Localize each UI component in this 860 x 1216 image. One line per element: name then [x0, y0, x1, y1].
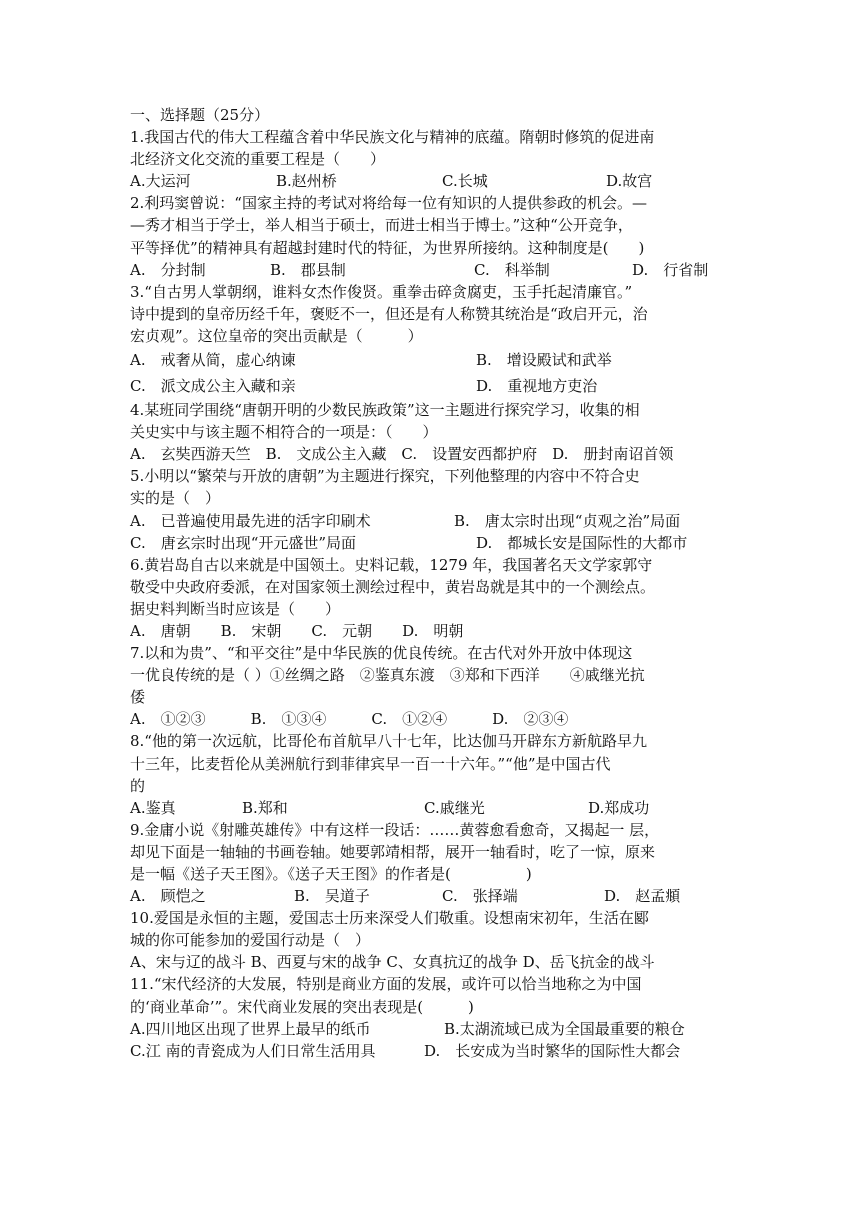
- question-text: 9.金庸小说《射雕英雄传》中有这样一段话：……黄蓉愈看愈奇，又揭起一 层，: [130, 820, 660, 839]
- option-row: A. 玄奘西游天竺 B. 文成公主入藏 C. 设置安西都护府 D. 册封南诏首领: [130, 445, 674, 464]
- option-row: [130, 1040, 730, 1062]
- question-text: 诗中提到的皇帝历经千年，褒贬不一，但还是有人称赞其统治是“政启开元，治: [130, 304, 648, 323]
- question-text: 的‘商业革命’”。宋代商业发展的突出表现是( ): [130, 997, 474, 1016]
- question-text: 敬受中央政府委派，在对国家领土测绘过程中，黄岩岛就是其中的一个测绘点。: [130, 577, 656, 596]
- question-text: 5.小明以“繁荣与开放的唐朝”为主题进行探究，下列他整理的内容中不符合史: [130, 467, 640, 486]
- question-text: 2.利玛窦曾说：“国家主持的考试对将给每一位有知识的人提供参政的机会。—: [130, 194, 647, 213]
- option-row: [130, 170, 730, 192]
- question-4: [130, 399, 730, 465]
- option-b: B. 唐太宗时出现“贞观之治”局面: [454, 511, 681, 530]
- question-7: [130, 642, 730, 730]
- option-a: A. 已普遍使用最先进的活字印刷术: [130, 511, 371, 530]
- option-c: C.长城: [442, 172, 488, 191]
- option-a: A. 分封制: [130, 260, 206, 279]
- option-d: D.故宫: [606, 172, 653, 191]
- question-text: 十三年，比麦哲伦从美洲航行到菲律宾早一百一十六年。”“他”是中国古代: [130, 754, 611, 773]
- option-c: C. 派文成公主入藏和亲: [130, 377, 296, 396]
- option-row: [130, 347, 730, 373]
- option-a: A. 戒奢从简，虚心纳谏: [130, 351, 296, 370]
- option-a: A.鉴真: [130, 798, 176, 817]
- question-text: 关史实中与该主题不相符合的一项是：（ ）: [130, 423, 438, 442]
- question-8: [130, 730, 730, 818]
- option-row: [130, 510, 730, 532]
- question-text: 城的你可能参加的爱国行动是（ ）: [130, 931, 371, 950]
- option-row: [130, 259, 730, 281]
- question-9: [130, 819, 730, 907]
- question-text: 的: [130, 776, 146, 795]
- option-b: B. 吴道子: [294, 887, 370, 906]
- question-1: [130, 126, 730, 192]
- question-10: [130, 907, 730, 973]
- option-d: D.郑成功: [588, 798, 650, 817]
- question-text: 倭: [130, 688, 146, 707]
- option-c: C. 科举制: [474, 260, 550, 279]
- option-row: A. 唐朝 B. 宋朝 C. 元朝 D. 明朝: [130, 621, 464, 640]
- question-text: 北经济文化交流的重要工程是（ ）: [130, 150, 386, 169]
- option-row: [130, 885, 730, 907]
- option-d: D. 长安成为当时繁华的国际性大都会: [424, 1041, 681, 1060]
- question-5: [130, 465, 730, 553]
- option-row: [130, 532, 730, 554]
- option-d: D. 行省制: [632, 260, 709, 279]
- option-row: [130, 373, 730, 399]
- option-b: B.郑和: [242, 798, 288, 817]
- question-text: 3.“自古男人掌朝纲，谁料女杰作俊贤。重拳击碎贪腐吏，玉手托起清廉官。”: [130, 282, 633, 301]
- question-text: 一优良传统的是（ ）①丝绸之路 ②鉴真东渡 ③郑和下西洋 ④戚继光抗: [130, 666, 645, 685]
- question-3: [130, 281, 730, 399]
- question-6: [130, 554, 730, 642]
- option-d: D. 重视地方吏治: [476, 377, 598, 396]
- option-a: A.四川地区出现了世界上最早的纸币: [130, 1019, 371, 1038]
- question-text: —秀才相当于学士，举人相当于硕士，而进士相当于博士。”这种“公开竞争，: [130, 216, 633, 235]
- question-text: 宏贞观”。这位皇帝的突出贡献是（ ）: [130, 326, 423, 345]
- question-list: [130, 104, 730, 1062]
- option-c: C. 张择端: [442, 887, 518, 906]
- question-2: [130, 192, 730, 280]
- question-text: 7.以和为贵”、“和平交往”是中华民族的优良传统。在古代对外开放中体现这: [130, 644, 633, 663]
- question-text: 6.黄岩岛自古以来就是中国领土。史料记载，1279 年，我国著名天文学家郭守: [130, 555, 653, 574]
- question-11: [130, 973, 730, 1061]
- question-text: 4.某班同学围绕“唐朝开明的少数民族政策”这一主题进行探究学习，收集的相: [130, 401, 640, 420]
- option-d: D. 赵孟頫: [604, 887, 681, 906]
- question-text: 10.爱国是永恒的主题，爱国志士历来深受人们敬重。设想南宋初年，生活在郾: [130, 909, 649, 928]
- option-c: C.江 南的青瓷成为人们日常生活用具: [130, 1041, 376, 1060]
- option-b: B. 郡县制: [270, 260, 346, 279]
- question-text: 11.“宋代经济的大发展，特别是商业方面的发展，或许可以恰当地称之为中国: [130, 975, 642, 994]
- question-text: 1.我国古代的伟大工程蕴含着中华民族文化与精神的底蕴。隋朝时修筑的促进南: [130, 128, 655, 147]
- option-row: A. ①②③ B. ①③④ C. ①②④ D. ②③④: [130, 710, 569, 729]
- option-a: A.大运河: [130, 172, 191, 191]
- option-c: C.戚继光: [424, 798, 485, 817]
- question-text: 实的是（ ）: [130, 489, 221, 508]
- option-row: [130, 1018, 730, 1040]
- option-row: [130, 797, 730, 819]
- question-text: 却见下面是一轴轴的书画卷轴。她要郭靖相帮，展开一轴看时，吃了一惊，原来: [130, 842, 656, 861]
- option-b: B.赵州桥: [276, 172, 337, 191]
- question-text: 据史料判断当时应该是（ ）: [130, 599, 341, 618]
- question-text: 平等择优”的精神具有超越封建时代的特征，为世界所接纳。这种制度是( ): [130, 238, 645, 257]
- question-text: 8.“他的第一次远航，比哥伦布首航早八十七年，比达伽马开辟东方新航路早九: [130, 732, 647, 751]
- section-title: 一、选择题（25分）: [130, 106, 270, 124]
- question-text: 是一幅《送子天王图》。《送子天王图》的作者是( ): [130, 865, 532, 883]
- option-b: B.太湖流域已成为全国最重要的粮仓: [444, 1019, 685, 1038]
- option-b: B. 增设殿试和武举: [476, 351, 612, 370]
- option-row: A、宋与辽的战斗 B、西夏与宋的战争 C、女真抗辽的战争 D、岳飞抗金的战斗: [130, 953, 655, 972]
- option-a: A. 顾恺之: [130, 887, 206, 906]
- option-d: D. 都城长安是国际性的大都市: [476, 533, 688, 552]
- option-c: C. 唐玄宗时出现“开元盛世”局面: [130, 533, 357, 552]
